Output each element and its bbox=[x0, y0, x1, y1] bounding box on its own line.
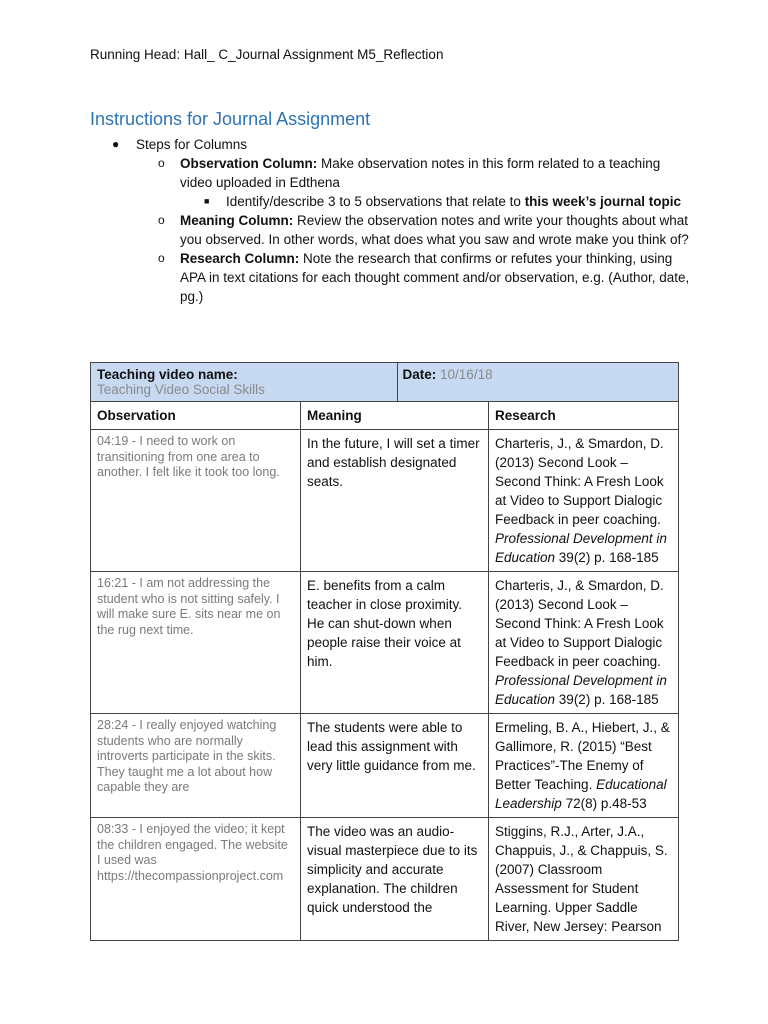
page-heading: Instructions for Journal Assignment bbox=[90, 109, 371, 129]
research-cell: Ermeling, B. A., Hiebert, J., & Gallimore, R. (2015) “Best Practices”-The Enemy of Better Teaching. Educational Leadership 72(8) p.48-53 bbox=[489, 714, 679, 818]
column-header-row bbox=[91, 402, 679, 430]
meaning-cell: In the future, I will set a timer and establish designated seats. bbox=[301, 430, 489, 572]
bullet-icon: ● bbox=[112, 137, 120, 151]
list-item-steps: ● Steps for Columns bbox=[112, 137, 248, 152]
observation-cell: 08:33 - I enjoyed the video; it kept the children engaged. The website I used was https://thecompassionproject.com bbox=[91, 818, 301, 941]
observation-cell: 28:24 - I really enjoyed watching students who are normally introverts participate in the skits. They taught me a lot about how capable they are bbox=[91, 714, 301, 818]
meaning-cell: The students were able to lead this assignment with very little guidance from me. bbox=[301, 714, 489, 818]
table-row bbox=[91, 714, 679, 818]
research-cell: Charteris, J., & Smardon, D. (2013) Second Look – Second Think: A Fresh Look at Video to Support Dialogic Feedback in peer coaching. Professional Development in Education 39(2) p. 168-185 bbox=[489, 430, 679, 572]
table-row bbox=[91, 572, 679, 714]
instructions-list bbox=[90, 135, 690, 306]
research-cell: Stiggins, R.J., Arter, J.A., Chappuis, J., & Chappuis, S. (2007) Classroom Assessment for Student Learning. Upper Saddle River, New Jersey: Pearson bbox=[489, 818, 679, 941]
table-row bbox=[91, 818, 679, 941]
research-label: Research Column: bbox=[180, 251, 300, 266]
meaning-cell: E. benefits from a calm teacher in close proximity. He can shut-down when people raise their voice at him. bbox=[301, 572, 489, 714]
column-header-meaning: Meaning bbox=[301, 402, 489, 430]
circle-bullet-icon: o bbox=[158, 213, 165, 227]
meaning-text: Review the observation notes and write your thoughts about what you observed. In other words, what does what you saw and wrote make you think of? bbox=[180, 213, 689, 247]
research-text: Note the research that confirms or refutes your thinking, using APA in text citations for each thought comment and/or observation, e.g. (Author, date, pg.) bbox=[180, 251, 690, 304]
video-name-cell: Teaching video name: Teaching Video Social Skills bbox=[91, 363, 301, 402]
video-info-row bbox=[91, 363, 679, 402]
meaning-cell: The video was an audio-visual masterpiece due to its simplicity and accurate explanation. The children quick understood the bbox=[301, 818, 489, 941]
observation-cell: 16:21 - I am not addressing the student who is not sitting safely. I will make sure E. sits near me on the rug next time. bbox=[91, 572, 301, 714]
meaning-label: Meaning Column: bbox=[180, 213, 294, 228]
list-item-research bbox=[90, 249, 690, 306]
circle-bullet-icon: o bbox=[158, 251, 165, 265]
observation-cell: 04:19 - I need to work on transitioning from one area to another. I felt like it took too long. bbox=[91, 430, 301, 572]
column-header-observation: Observation bbox=[91, 402, 301, 430]
table-row bbox=[91, 430, 679, 572]
list-item-meaning bbox=[90, 211, 690, 249]
date-cell: Date: 10/16/18 bbox=[301, 363, 679, 402]
square-bullet-icon: ■ bbox=[204, 196, 210, 206]
journal-table bbox=[90, 362, 679, 941]
circle-bullet-icon: o bbox=[158, 156, 165, 170]
research-cell: Charteris, J., & Smardon, D. (2013) Second Look – Second Think: A Fresh Look at Video to Support Dialogic Feedback in peer coaching. Professional Development in Education 39(2) p. 168-185 bbox=[489, 572, 679, 714]
list-item-identify: ■ Identify/describe 3 to 5 observations that relate to this week’s journal topic bbox=[204, 194, 681, 209]
column-header-research: Research bbox=[489, 402, 679, 430]
list-item-observation bbox=[90, 154, 690, 192]
observation-label: Observation Column: bbox=[180, 156, 318, 171]
running-head: Running Head: Hall_ C_Journal Assignment M5_Reflection bbox=[90, 47, 444, 62]
observation-text: Make observation notes in this form related to a teaching video uploaded in Edthena bbox=[180, 156, 661, 190]
